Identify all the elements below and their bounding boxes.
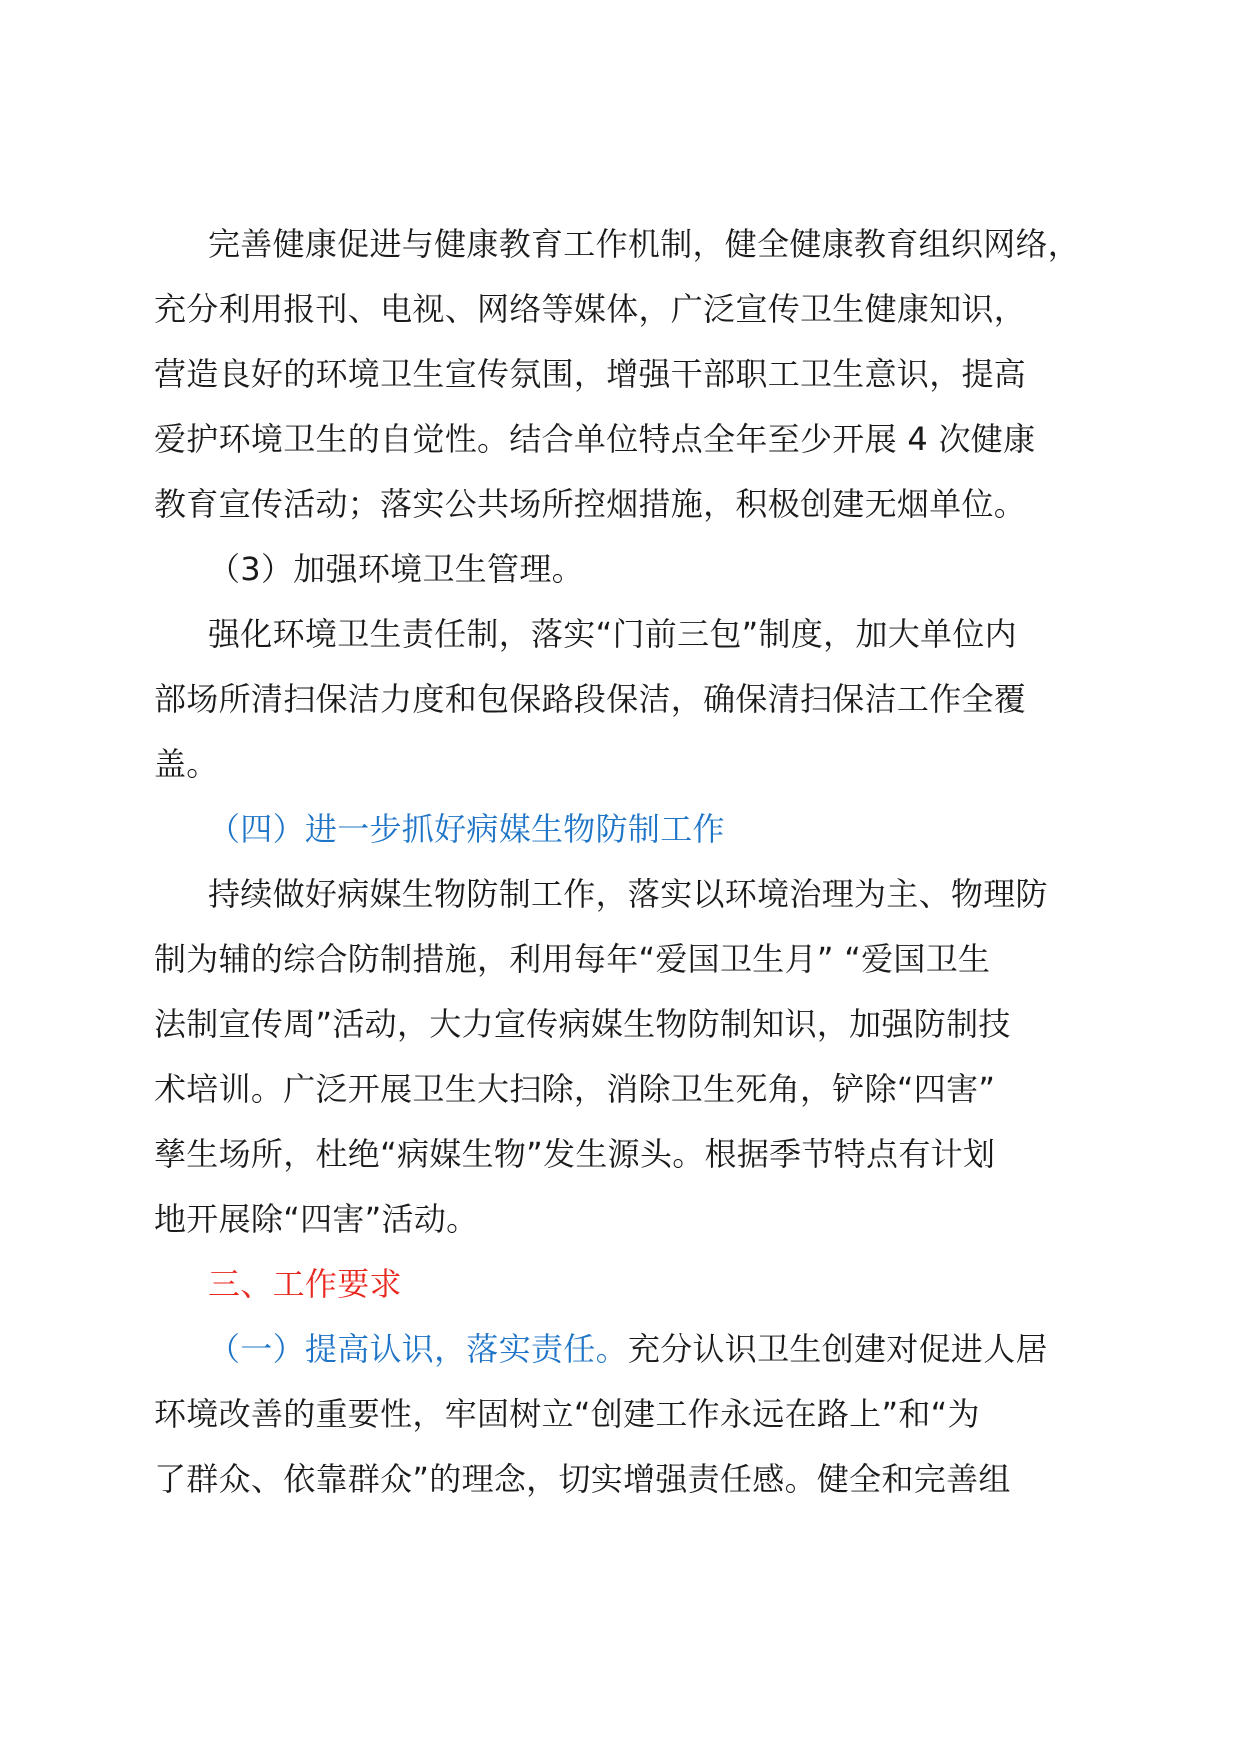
paragraph-line-with-heading bbox=[154, 1317, 1099, 1382]
document-body bbox=[154, 212, 1099, 1512]
inline-heading: （一）提高认识，落实责任。 bbox=[208, 1330, 628, 1368]
paragraph-line: 地开展除“四害”活动。 bbox=[154, 1200, 479, 1238]
inline-text: 充分认识卫生创建对促进人居 bbox=[627, 1330, 1048, 1368]
paragraph-line: 制为辅的综合防制措施，利用每年“爱国卫生月” “爱国卫生 bbox=[154, 940, 991, 978]
paragraph-line: 盖。 bbox=[154, 745, 219, 783]
paragraph-line: 持续做好病媒生物防制工作，落实以环境治理为主、物理防 bbox=[208, 875, 1048, 913]
paragraph-line: 营造良好的环境卫生宣传氛围，增强干部职工卫生意识，提高 bbox=[154, 355, 1027, 393]
paragraph-line: 法制宣传周”活动，大力宣传病媒生物防制知识，加强防制技 bbox=[154, 1005, 1011, 1043]
paragraph-line: 部场所清扫保洁力度和包保路段保洁，确保清扫保洁工作全覆 bbox=[154, 680, 1027, 718]
paragraph-line: 爱护环境卫生的自觉性。结合单位特点全年至少开展 4 次健康 bbox=[154, 420, 1036, 458]
paragraph-line: 充分利用报刊、电视、网络等媒体，广泛宣传卫生健康知识， bbox=[154, 290, 1027, 328]
paragraph-line: 环境改善的重要性，牢固树立“创建工作永远在路上”和“为 bbox=[154, 1395, 980, 1433]
paragraph-line: 完善健康促进与健康教育工作机制，健全健康教育组织网络， bbox=[208, 225, 1081, 263]
paragraph-line: 教育宣传活动；落实公共场所控烟措施，积极创建无烟单位。 bbox=[154, 485, 1027, 523]
paragraph-line: 强化环境卫生责任制，落实“门前三包”制度，加大单位内 bbox=[208, 615, 1017, 653]
paragraph-line: 孳生场所，杜绝“病媒生物”发生源头。根据季节特点有计划 bbox=[154, 1135, 996, 1173]
paragraph-line: 术培训。广泛开展卫生大扫除，消除卫生死角，铲除“四害” bbox=[154, 1070, 996, 1108]
paragraph-line: 了群众、依靠群众”的理念，切实增强责任感。健全和完善组 bbox=[154, 1460, 1011, 1498]
section-heading-4: （四）进一步抓好病媒生物防制工作 bbox=[208, 810, 725, 848]
subsection-heading: （3）加强环境卫生管理。 bbox=[208, 550, 584, 588]
chapter-heading-3: 三、工作要求 bbox=[208, 1265, 402, 1303]
